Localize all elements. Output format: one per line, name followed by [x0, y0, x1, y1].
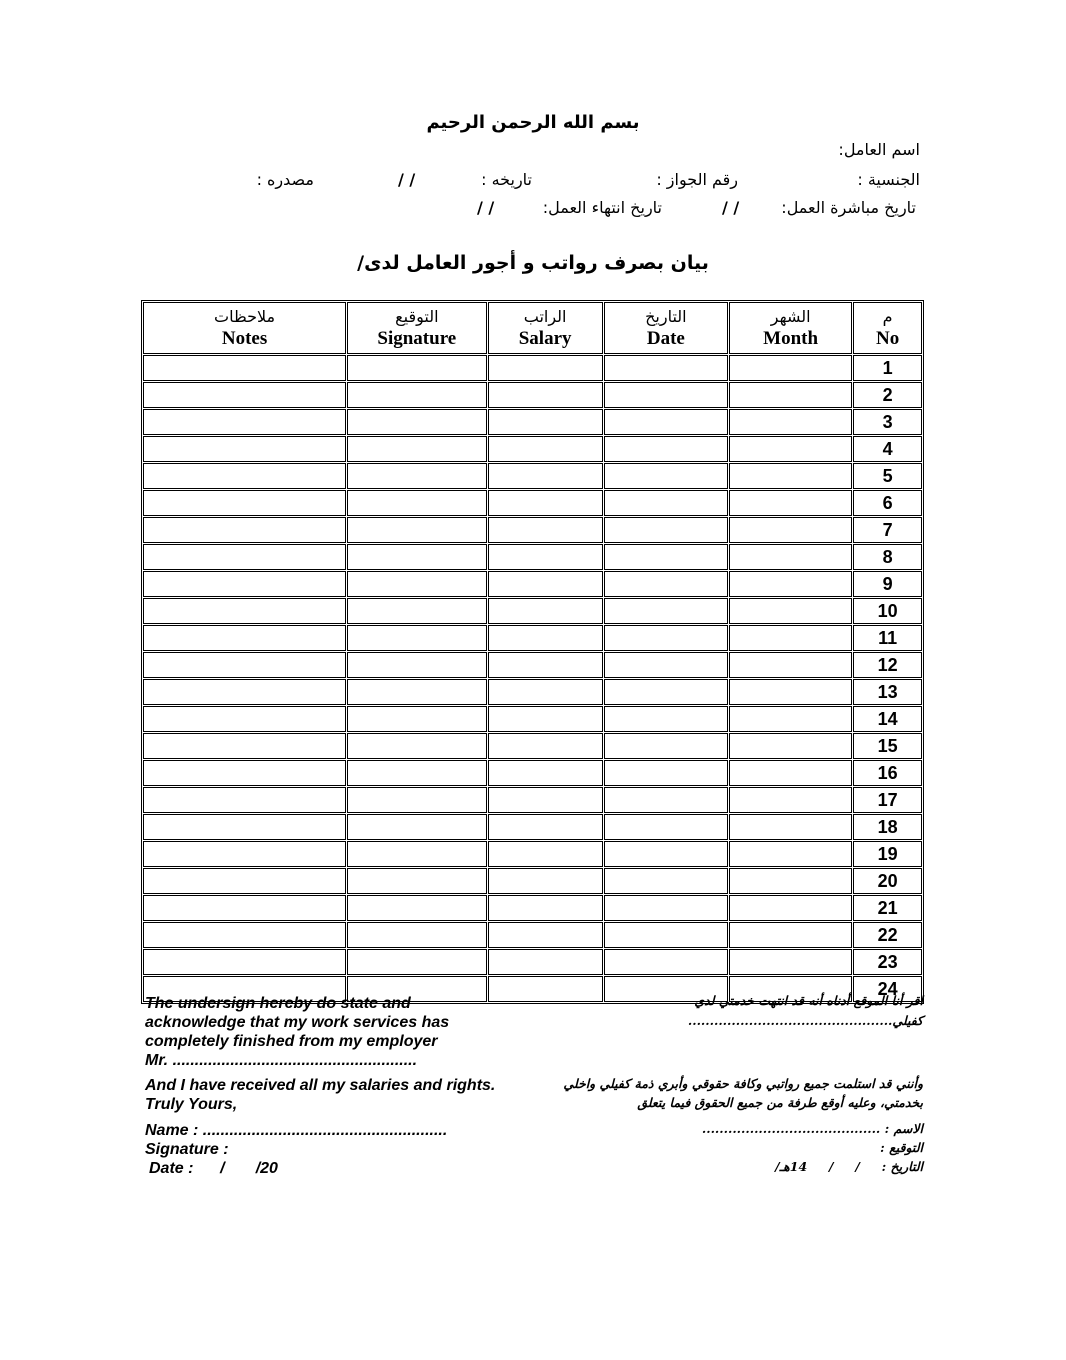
- date-cell[interactable]: [604, 706, 728, 732]
- nationality-label: الجنسية :: [857, 170, 920, 189]
- salary-cell[interactable]: [488, 436, 603, 462]
- signature-cell[interactable]: [347, 409, 486, 435]
- month-cell[interactable]: [729, 625, 852, 651]
- row-number: 3: [853, 409, 922, 435]
- column-header-signature: التوقيع Signature: [347, 302, 486, 354]
- table-row: [143, 355, 922, 381]
- signature-cell[interactable]: [347, 382, 486, 408]
- month-cell[interactable]: [729, 679, 852, 705]
- date-cell[interactable]: [604, 490, 728, 516]
- salary-cell[interactable]: [488, 517, 603, 543]
- month-cell[interactable]: [729, 490, 852, 516]
- signature-cell[interactable]: [347, 733, 486, 759]
- start-date-slashes: / /: [722, 198, 740, 217]
- notes-cell[interactable]: [143, 544, 346, 570]
- notes-cell[interactable]: [143, 355, 346, 381]
- notes-cell[interactable]: [143, 517, 346, 543]
- salary-cell[interactable]: [488, 949, 603, 975]
- declaration-ar-line-1: اقر أنا الموقع أدناه أنه قد انتهت خدمتي لدي: [694, 993, 923, 1008]
- notes-cell[interactable]: [143, 409, 346, 435]
- declaration-en-line-2: acknowledge that my work services has: [145, 1014, 450, 1031]
- notes-cell[interactable]: [143, 490, 346, 516]
- signature-cell[interactable]: [347, 895, 486, 921]
- signature-cell[interactable]: [347, 679, 486, 705]
- table-row: [143, 571, 922, 597]
- table-row: [143, 625, 922, 651]
- date-cell[interactable]: [604, 679, 728, 705]
- table-row: [143, 679, 922, 705]
- salary-cell[interactable]: [488, 868, 603, 894]
- signature-cell[interactable]: [347, 463, 486, 489]
- notes-cell[interactable]: [143, 679, 346, 705]
- declaration-ar-name: الاسم : .........................................: [701, 1121, 923, 1136]
- date-cell[interactable]: [604, 841, 728, 867]
- date-cell[interactable]: [604, 571, 728, 597]
- date-cell[interactable]: [604, 760, 728, 786]
- row-number: 7: [853, 517, 922, 543]
- salary-table: [141, 300, 924, 1004]
- worker-name-label: اسم العامل:: [838, 140, 920, 159]
- row-number: 20: [853, 868, 922, 894]
- date-cell[interactable]: [604, 409, 728, 435]
- row-number: 22: [853, 922, 922, 948]
- table-row: [143, 760, 922, 786]
- table-row: [143, 436, 922, 462]
- month-cell[interactable]: [729, 895, 852, 921]
- signature-cell[interactable]: [347, 814, 486, 840]
- salary-cell[interactable]: [488, 814, 603, 840]
- salary-cell[interactable]: [488, 787, 603, 813]
- table-row: [143, 382, 922, 408]
- notes-cell[interactable]: [143, 652, 346, 678]
- row-number: 14: [853, 706, 922, 732]
- notes-cell[interactable]: [143, 571, 346, 597]
- date-cell[interactable]: [604, 922, 728, 948]
- declaration-en-line-1: The undersign hereby do state and: [145, 995, 411, 1012]
- date-cell[interactable]: [604, 949, 728, 975]
- declaration-ar-line-2: كفيلي...............................................: [687, 1013, 923, 1028]
- notes-cell[interactable]: [143, 706, 346, 732]
- date-cell[interactable]: [604, 517, 728, 543]
- column-header-notes: ملاحظات Notes: [143, 302, 346, 354]
- month-cell[interactable]: [729, 355, 852, 381]
- declaration-ar-line-3: وأنني قد استلمت جميع رواتبي وكافة حقوقي وأبري ذمة كفيلي واخلي: [563, 1076, 923, 1091]
- table-row: [143, 652, 922, 678]
- declaration-ar-date: التاريخ : / / 14هـ/: [774, 1159, 923, 1174]
- row-number: 8: [853, 544, 922, 570]
- passport-label: رقم الجواز :: [656, 170, 738, 189]
- declaration-en-line-5: And I have received all my salaries and rights.: [145, 1077, 496, 1094]
- basmala: بسم الله الرحمن الرحيم: [426, 112, 640, 133]
- row-number: 12: [853, 652, 922, 678]
- notes-cell[interactable]: [143, 733, 346, 759]
- column-header-no: م No: [853, 302, 922, 354]
- column-header-salary: الراتب Salary: [488, 302, 603, 354]
- month-cell[interactable]: [729, 922, 852, 948]
- date-cell[interactable]: [604, 868, 728, 894]
- row-number: 10: [853, 598, 922, 624]
- signature-cell[interactable]: [347, 517, 486, 543]
- salary-cell[interactable]: [488, 490, 603, 516]
- declaration-ar-line-4: بخدمتي، وعليه أوقع طرفة من جميع الحقوق فيما يتعلق: [637, 1095, 923, 1110]
- table-row: [143, 868, 922, 894]
- salary-cell[interactable]: [488, 922, 603, 948]
- month-cell[interactable]: [729, 571, 852, 597]
- salary-cell[interactable]: [488, 841, 603, 867]
- table-row: [143, 544, 922, 570]
- salary-cell[interactable]: [488, 976, 603, 1002]
- passport-date-slashes: / /: [398, 170, 416, 189]
- month-cell[interactable]: [729, 706, 852, 732]
- salary-cell[interactable]: [488, 463, 603, 489]
- month-cell[interactable]: [729, 868, 852, 894]
- table-row: [143, 409, 922, 435]
- declaration-en-line-6: Truly Yours,: [145, 1096, 238, 1113]
- row-number: 13: [853, 679, 922, 705]
- salary-cell[interactable]: [488, 760, 603, 786]
- row-number: 21: [853, 895, 922, 921]
- date-cell[interactable]: [604, 598, 728, 624]
- month-cell[interactable]: [729, 517, 852, 543]
- row-number: 5: [853, 463, 922, 489]
- end-date-label: تاريخ انتهاء العمل:: [542, 198, 662, 217]
- column-header-month: الشهر Month: [729, 302, 852, 354]
- salary-cell[interactable]: [488, 733, 603, 759]
- notes-cell[interactable]: [143, 382, 346, 408]
- end-date-slashes: / /: [477, 198, 495, 217]
- date-cell[interactable]: [604, 355, 728, 381]
- notes-cell[interactable]: [143, 436, 346, 462]
- row-number: 4: [853, 436, 922, 462]
- date-cell[interactable]: [604, 436, 728, 462]
- month-cell[interactable]: [729, 598, 852, 624]
- signature-cell[interactable]: [347, 760, 486, 786]
- month-cell[interactable]: [729, 733, 852, 759]
- row-number: 17: [853, 787, 922, 813]
- date-cell[interactable]: [604, 733, 728, 759]
- month-cell[interactable]: [729, 760, 852, 786]
- notes-cell[interactable]: [143, 949, 346, 975]
- date-cell[interactable]: [604, 625, 728, 651]
- signature-cell[interactable]: [347, 706, 486, 732]
- table-row: [143, 490, 922, 516]
- month-cell[interactable]: [729, 544, 852, 570]
- notes-cell[interactable]: [143, 598, 346, 624]
- month-cell[interactable]: [729, 463, 852, 489]
- column-header-date: التاريخ Date: [604, 302, 728, 354]
- table-row: [143, 922, 922, 948]
- declaration-en-name: Name : .......................................................: [145, 1122, 448, 1139]
- table-row: [143, 733, 922, 759]
- notes-cell[interactable]: [143, 868, 346, 894]
- signature-cell[interactable]: [347, 922, 486, 948]
- row-number: 24: [853, 976, 922, 1002]
- month-cell[interactable]: [729, 841, 852, 867]
- signature-cell[interactable]: [347, 544, 486, 570]
- signature-cell[interactable]: [347, 436, 486, 462]
- notes-cell[interactable]: [143, 760, 346, 786]
- notes-cell[interactable]: [143, 922, 346, 948]
- month-cell[interactable]: [729, 652, 852, 678]
- salary-cell[interactable]: [488, 895, 603, 921]
- signature-cell[interactable]: [347, 490, 486, 516]
- row-number: 16: [853, 760, 922, 786]
- month-cell[interactable]: [729, 787, 852, 813]
- salary-cell[interactable]: [488, 382, 603, 408]
- row-number: 11: [853, 625, 922, 651]
- signature-cell[interactable]: [347, 625, 486, 651]
- notes-cell[interactable]: [143, 787, 346, 813]
- declaration-en-date: Date : / /20: [149, 1160, 278, 1177]
- table-row: [143, 841, 922, 867]
- notes-cell[interactable]: [143, 895, 346, 921]
- notes-cell[interactable]: [143, 814, 346, 840]
- salary-cell[interactable]: [488, 652, 603, 678]
- date-cell[interactable]: [604, 814, 728, 840]
- date-cell[interactable]: [604, 382, 728, 408]
- signature-cell[interactable]: [347, 598, 486, 624]
- salary-cell[interactable]: [488, 679, 603, 705]
- table-row: [143, 598, 922, 624]
- signature-cell[interactable]: [347, 949, 486, 975]
- table-row: [143, 463, 922, 489]
- row-number: 23: [853, 949, 922, 975]
- table-row: [143, 895, 922, 921]
- table-row: [143, 517, 922, 543]
- month-cell[interactable]: [729, 814, 852, 840]
- start-date-label: تاريخ مباشرة العمل:: [781, 198, 916, 217]
- row-number: 19: [853, 841, 922, 867]
- signature-cell[interactable]: [347, 787, 486, 813]
- date-cell[interactable]: [604, 463, 728, 489]
- row-number: 18: [853, 814, 922, 840]
- notes-cell[interactable]: [143, 463, 346, 489]
- notes-cell[interactable]: [143, 841, 346, 867]
- date-cell[interactable]: [604, 652, 728, 678]
- salary-cell[interactable]: [488, 409, 603, 435]
- declaration-en-signature: Signature :: [145, 1141, 229, 1158]
- row-number: 15: [853, 733, 922, 759]
- table-header-row: [143, 302, 922, 354]
- table-row: [143, 814, 922, 840]
- salary-cell[interactable]: [488, 355, 603, 381]
- issue-place-label: مصدره :: [256, 170, 314, 189]
- salary-cell[interactable]: [488, 571, 603, 597]
- salary-cell[interactable]: [488, 598, 603, 624]
- month-cell[interactable]: [729, 949, 852, 975]
- date-cell[interactable]: [604, 544, 728, 570]
- signature-cell[interactable]: [347, 571, 486, 597]
- table-row: [143, 787, 922, 813]
- passport-date-label: تاريخه :: [481, 170, 532, 189]
- signature-cell[interactable]: [347, 652, 486, 678]
- row-number: 2: [853, 382, 922, 408]
- month-cell[interactable]: [729, 382, 852, 408]
- table-row: [143, 949, 922, 975]
- declaration-en-line-3: completely finished from my employer: [145, 1033, 438, 1050]
- row-number: 1: [853, 355, 922, 381]
- declaration-ar-signature: التوقيع :: [880, 1140, 923, 1155]
- month-cell[interactable]: [729, 409, 852, 435]
- signature-cell[interactable]: [347, 868, 486, 894]
- month-cell[interactable]: [729, 436, 852, 462]
- signature-cell[interactable]: [347, 355, 486, 381]
- row-number: 6: [853, 490, 922, 516]
- salary-cell[interactable]: [488, 706, 603, 732]
- date-cell[interactable]: [604, 895, 728, 921]
- date-cell[interactable]: [604, 787, 728, 813]
- salary-cell[interactable]: [488, 544, 603, 570]
- row-number: 9: [853, 571, 922, 597]
- table-row: [143, 706, 922, 732]
- document-title: بيان بصرف رواتب و أجور العامل لدى/: [357, 252, 709, 274]
- signature-cell[interactable]: [347, 841, 486, 867]
- salary-cell[interactable]: [488, 625, 603, 651]
- declaration-en-line-4: Mr. .......................................................: [145, 1052, 418, 1069]
- notes-cell[interactable]: [143, 625, 346, 651]
